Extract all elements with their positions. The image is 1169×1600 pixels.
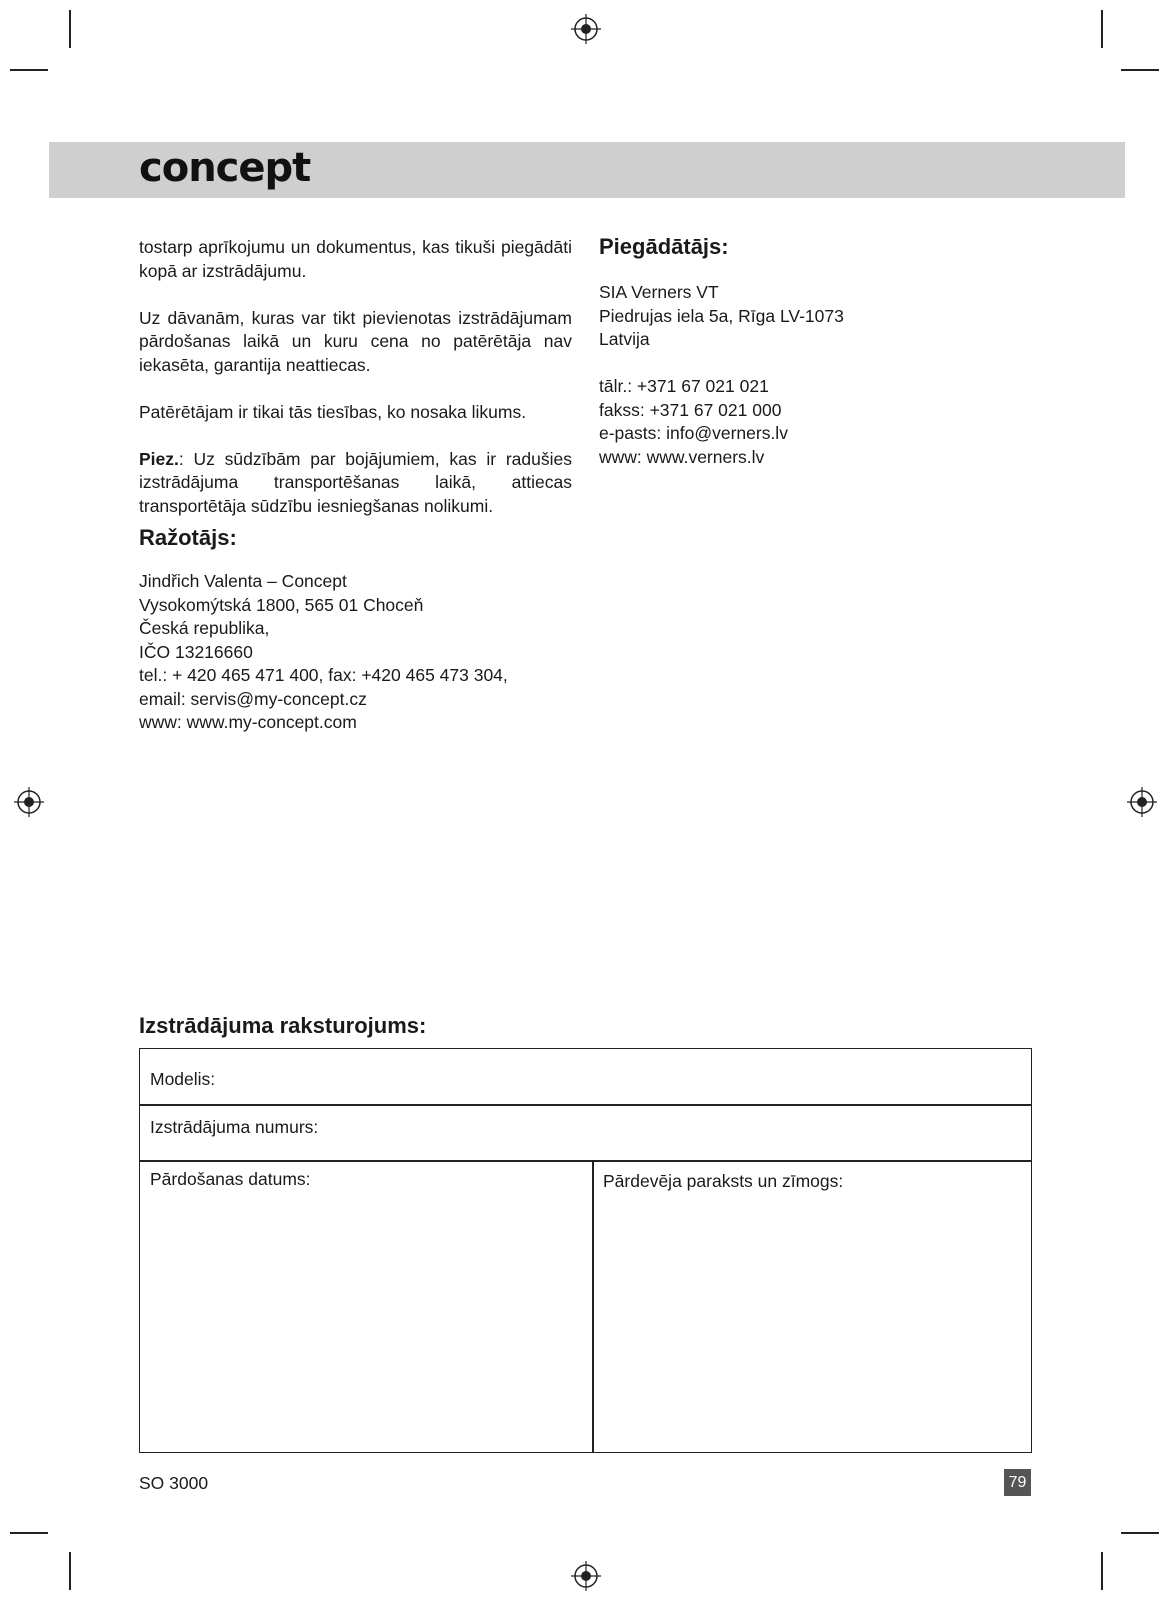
crop-mark [69,10,71,48]
model-label: Modelis: [150,1069,216,1089]
table-divider [592,1160,594,1452]
manufacturer-line: Vysokomýtská 1800, 565 01 Choceň [139,594,424,615]
manufacturer-line: www: www.my-concept.com [139,712,357,732]
rights-paragraph: Patērētājam ir tikai tās tiesības, ko nosaka likums. [139,401,527,422]
registration-mark-icon [14,787,44,817]
supplier-address-line: Latvija [599,329,650,349]
warranty-paragraph: tostarp aprīkojumu un dokumentus, kas tikuši piegādāti kopā ar izstrādājumu. [139,237,572,281]
note-label: Piez. [139,448,179,469]
supplier-contact-line: www: www.verners.lv [599,446,765,467]
registration-mark-icon [1127,787,1157,817]
crop-mark [1101,1552,1103,1590]
crop-mark [1121,69,1159,71]
supplier-address-line: SIA Verners VT [599,282,719,302]
spec-title: Izstrādājuma raksturojums: [139,1013,427,1038]
manufacturer-line: Česká republika, [139,618,270,638]
supplier-address-line: Piedrujas iela 5a, Rīga LV-1073 [599,305,844,326]
brand-logo: concept [139,145,311,191]
header-band [49,142,1125,198]
table-divider [140,1104,1031,1106]
sale-date-label: Pārdošanas datums: [150,1169,311,1189]
supplier-heading: Piegādātājs: [599,234,729,259]
manufacturer-line: tel.: + 420 465 471 400, fax: +420 465 473 304, [139,665,508,685]
manufacturer-line: email: servis@my-concept.cz [139,688,367,709]
gift-paragraph: Uz dāvanām, kuras var tikt pievienotas izstrādājumam pārdošanas laikā un kuru cena no patērētāja nav iekasēta, garantija neattiecas. [139,307,572,375]
crop-mark [10,69,48,71]
left-column [139,236,572,735]
crop-mark [1121,1532,1159,1534]
spec-table [139,1048,1032,1453]
manufacturer-line: IČO 13216660 [139,641,253,662]
note-paragraph [139,448,572,519]
registration-mark-icon [571,1561,601,1591]
product-number-label: Izstrādājuma numurs: [150,1117,319,1137]
right-column [599,233,1019,469]
table-divider [140,1160,1031,1162]
supplier-contact-line: fakss: +371 67 021 000 [599,399,782,420]
crop-mark [1101,10,1103,48]
supplier-contact-line: tālr.: +371 67 021 021 [599,376,769,396]
crop-mark [10,1532,48,1534]
manufacturer-line: Jindřich Valenta – Concept [139,571,347,591]
note-text: : Uz sūdzībām par bojājumiem, kas ir radušies izstrādājuma transportēšanas laikā, attiecas transportētāja sūdzību iesniegšanas nolikumi. [139,448,572,516]
supplier-contact-line: e-pasts: info@verners.lv [599,423,788,443]
registration-mark-icon [571,14,601,44]
crop-mark [69,1552,71,1590]
manufacturer-heading: Ražotājs: [139,525,237,550]
page-number: 79 [1004,1469,1031,1496]
footer-model: SO 3000 [139,1473,209,1493]
seller-signature-label: Pārdevēja paraksts un zīmogs: [603,1171,844,1191]
